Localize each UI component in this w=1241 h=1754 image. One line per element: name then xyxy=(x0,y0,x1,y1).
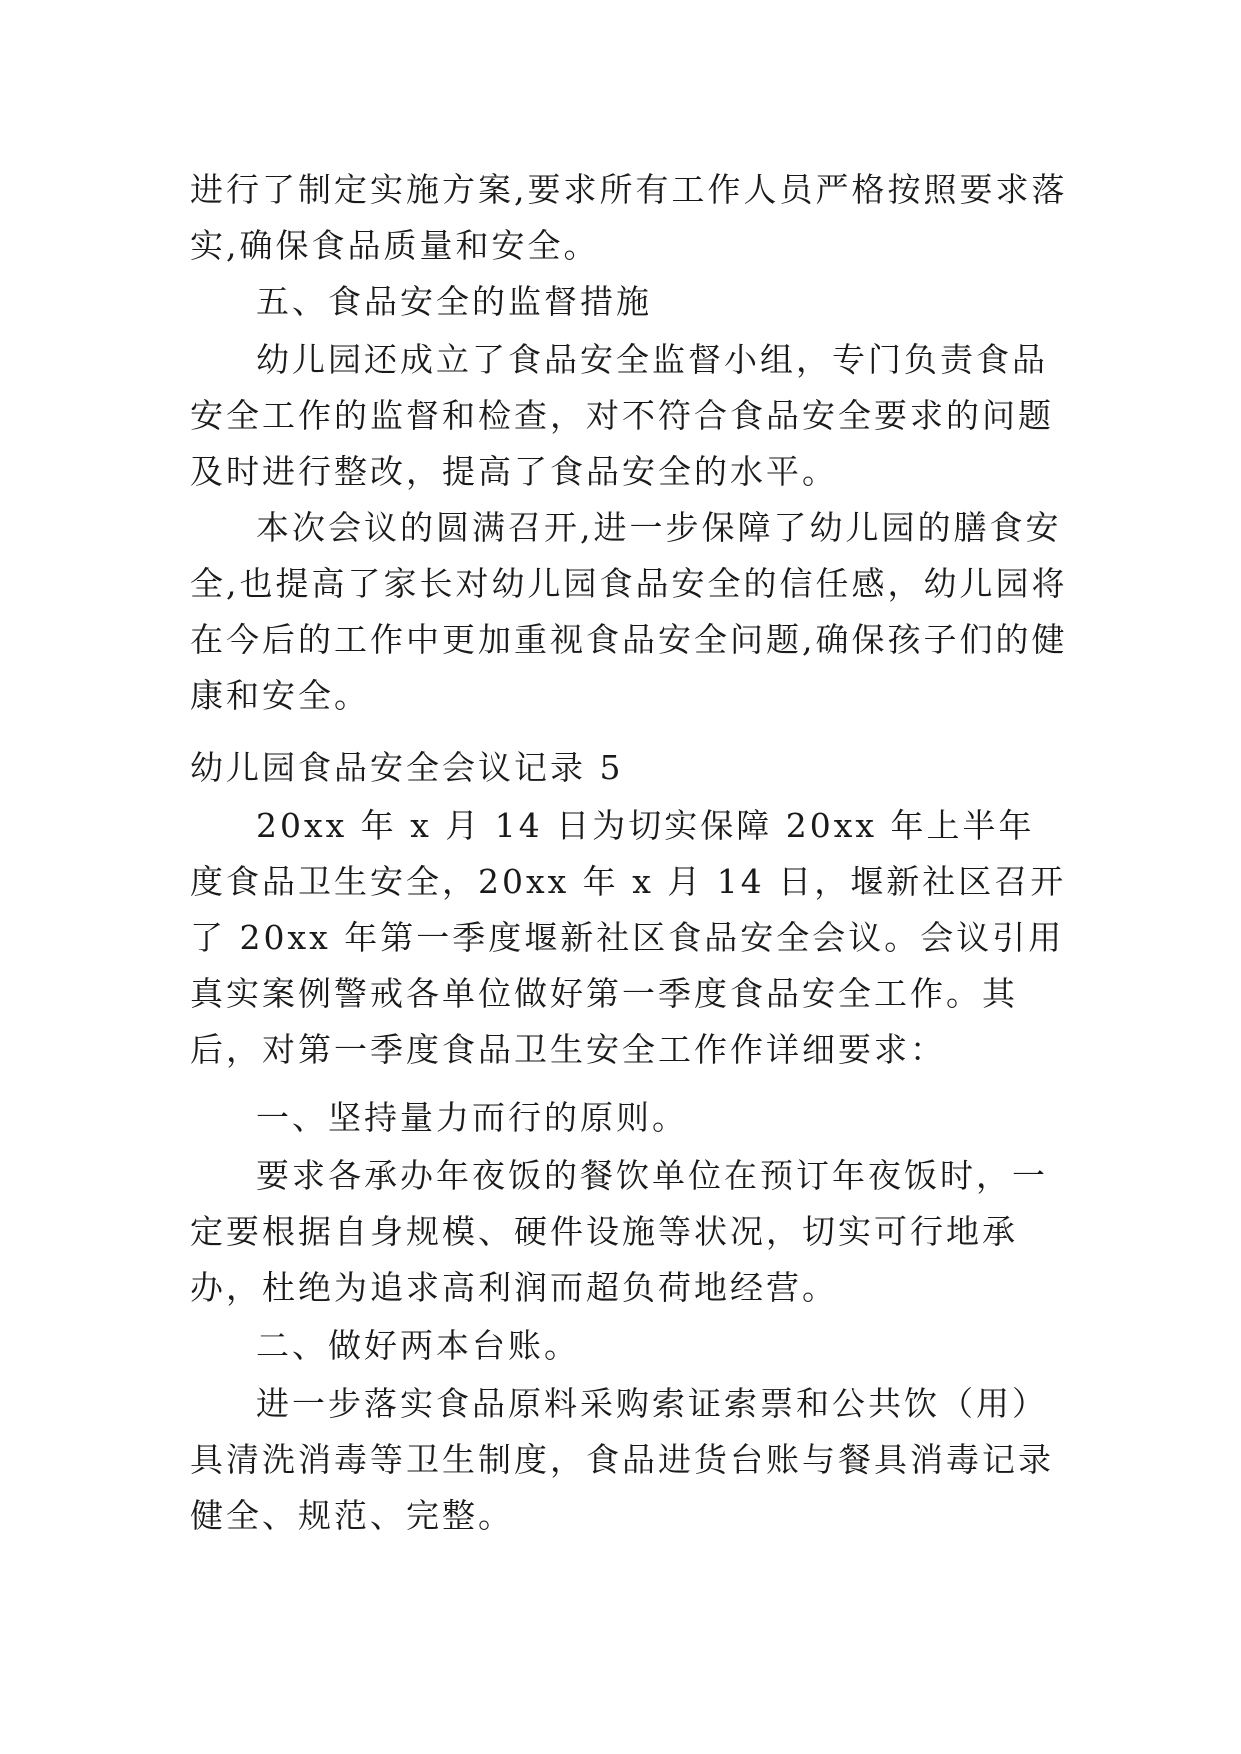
heading-principle-two: 二、做好两本台账。 xyxy=(256,1326,580,1365)
paragraph-meeting-conclusion: 本次会议的圆满召开,进一步保障了幼儿园的膳食安全,也提高了家长对幼儿园食品安全的信任感，幼儿园将在今后的工作中更加重视食品安全问题,确保孩子们的健康和安全。 xyxy=(190,508,1068,715)
heading-food-safety-supervision: 五、食品安全的监督措施 xyxy=(256,282,652,321)
paragraph-continued: 进行了制定实施方案,要求所有工作人员严格按照要求落实,确保食品质量和安全。 xyxy=(190,170,1068,265)
paragraph-principle-one: 要求各承办年夜饭的餐饮单位在预订年夜饭时，一定要根据自身规模、硬件设施等状况，切实可行地承办，杜绝为追求高利润而超负荷地经营。 xyxy=(190,1156,1048,1307)
heading-principle-one: 一、坚持量力而行的原则。 xyxy=(256,1098,688,1137)
section-title: 幼儿园食品安全会议记录 5 xyxy=(190,748,624,787)
paragraph-meeting-intro: 20xx 年 x 月 14 日为切实保障 20xx 年上半年度食品卫生安全，20xx 年 x 月 14 日，堰新社区召开了 20xx 年第一季度堰新社区食品安全会议。会议引用真实案例警戒各单位做好第一季度食品安全工作。其后，对第一季度食品卫生安全工作作详细要求： xyxy=(190,806,1067,1069)
paragraph-supervision-group: 幼儿园还成立了食品安全监督小组，专门负责食品安全工作的监督和检查，对不符合食品安全要求的问题及时进行整改，提高了食品安全的水平。 xyxy=(190,340,1054,491)
paragraph-principle-two: 进一步落实食品原料采购索证索票和公共饮（用）具清洗消毒等卫生制度，食品进货台账与餐具消毒记录健全、规范、完整。 xyxy=(190,1384,1054,1535)
